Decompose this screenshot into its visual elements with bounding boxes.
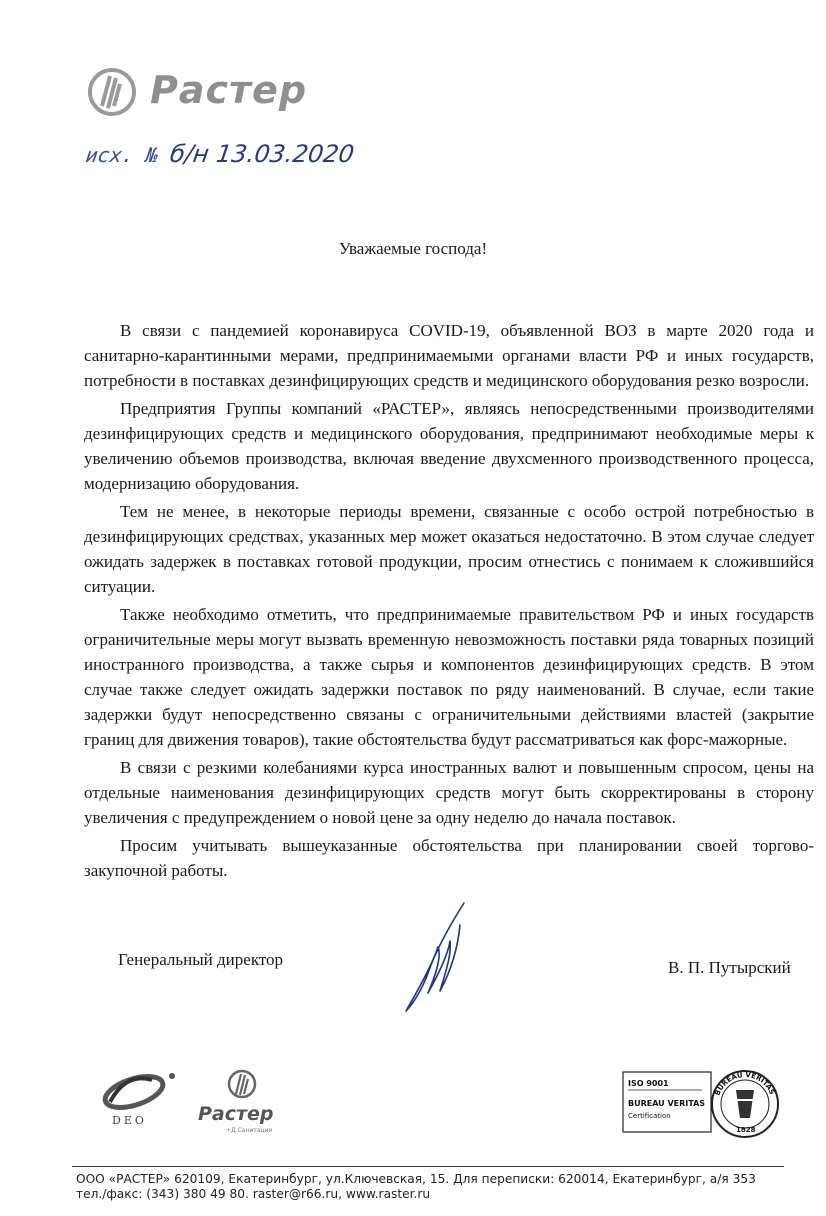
raster-logo-icon xyxy=(86,66,138,118)
paragraph-2: Предприятия Группы компаний «РАСТЕР», являясь непосредственными производителями дезинфицирующих средств и медицинского оборудования, предпринимают необходимые меры к увеличению объемов производства, включая введение двухсменного производственного процесса, модернизацию оборудования. xyxy=(84,399,814,493)
raster-small-logo-icon xyxy=(196,1066,286,1136)
cert-year-text: 1828 xyxy=(736,1126,756,1134)
footer-address: ООО «РАСТЕР» 620109, Екатеринбург, ул.Ключевская, 15. Для переписки: 620014, Екатеринбург, а/я 353 xyxy=(76,1172,756,1186)
handwritten-signature xyxy=(398,895,478,1015)
letter-greeting: Уважаемые господа! xyxy=(338,239,488,258)
paragraph-3: Тем не менее, в некоторые периоды времени, связанные с особо острой потребностью в дезинфицирующих средствах, указанных мер может оказаться недостаточно. В этом случае следует ожидать задержек в поставках готовой продукции, просим отнестись с понимаем к сложившийся ситуации. xyxy=(84,502,814,596)
letter-body xyxy=(84,318,814,886)
signer-name: В. П. Путырский xyxy=(668,958,791,977)
iso-certification-badge xyxy=(622,1066,782,1144)
reference-prefix: исх. № xyxy=(84,143,160,167)
reference-number: б/н 13.03.2020 xyxy=(168,140,356,168)
cert-certification-text: Certification xyxy=(628,1112,671,1120)
cert-bv-text: BUREAU VERITAS xyxy=(628,1099,706,1108)
footer-contacts xyxy=(76,1172,756,1202)
cert-ring-text: BUREAU VERITAS xyxy=(713,1070,777,1097)
paragraph-1: В связи с пандемией коронавируса COVID-19, объявленной ВОЗ в марте 2020 года и санитарно-карантинными мерами, предпринимаемыми органами власти РФ и иных государств, потребности в поставках дезинфицирующих средств и медицинского оборудования резко возросли. xyxy=(84,321,814,390)
signer-role: Генеральный директор xyxy=(118,950,284,969)
footer-divider xyxy=(72,1166,784,1167)
paragraph-5: В связи с резкими колебаниями курса иностранных валют и повышенным спросом, цены на отдельные наименования дезинфицирующих средств могут быть скорректированы в сторону увеличения с предупреждением о новой цене за одну неделю до начала поставок. xyxy=(84,758,814,827)
raster-logo-text: Растер xyxy=(150,68,308,112)
raster-small-logo-text: Растер xyxy=(198,1103,274,1125)
outgoing-reference xyxy=(84,140,356,168)
deo-logo-icon xyxy=(96,1062,182,1132)
cert-iso-text: ISO 9001 xyxy=(628,1079,669,1088)
deo-logo-text: DEO xyxy=(112,1114,147,1127)
paragraph-4: Также необходимо отметить, что предпринимаемые правительством РФ и иных государств ограничительные меры могут вызвать временную невозможность поставки ряда товарных позиций иностранного производства, а также сырья и компонентов дезинфицирующих средств. В этом случае также следует ожидать задержки поставок по ряду наименований. В случае, если такие задержки будут непосредственно связаны с ограничительными действиями властей (закрытие границ для движения товаров), такие обстоятельства будут рассматриваться как форс-мажорные. xyxy=(84,605,814,749)
footer-phone-email: тел./факс: (343) 380 49 80. raster@r66.ru, www.raster.ru xyxy=(76,1187,431,1201)
raster-small-logo-subtext: +Д.Санитация xyxy=(226,1127,273,1134)
paragraph-6: Просим учитывать вышеуказанные обстоятельства при планировании своей торгово-закупочной работы. xyxy=(84,836,814,880)
